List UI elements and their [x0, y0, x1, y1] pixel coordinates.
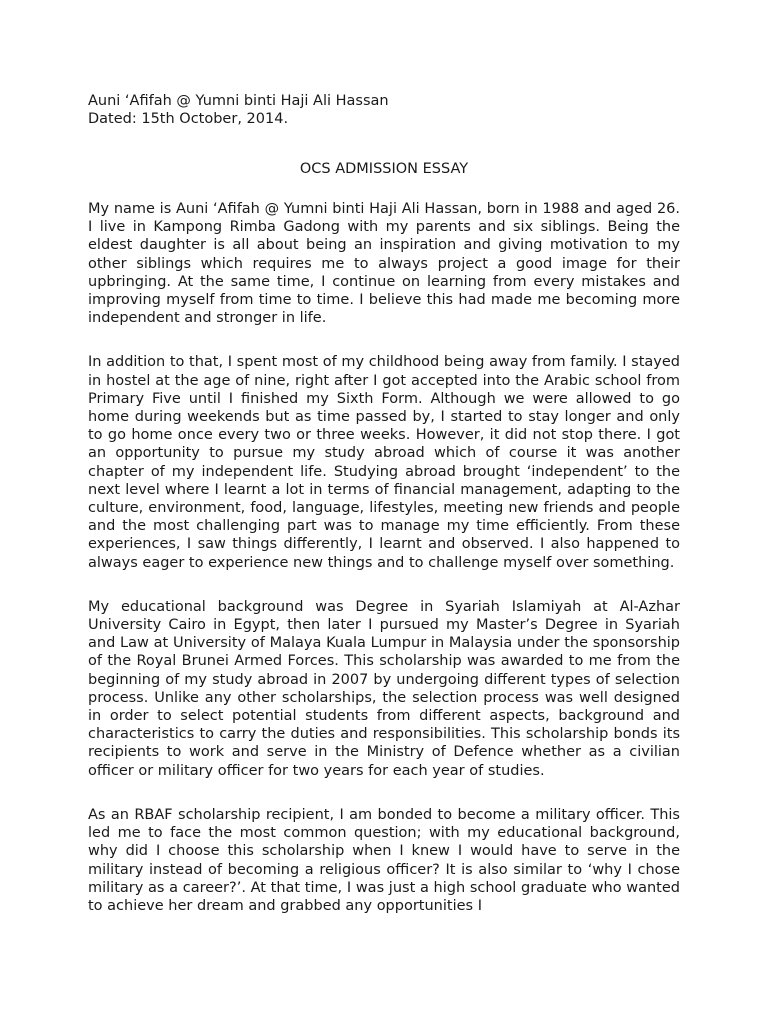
paragraph-1: My name is Auni ‘Afifah @ Yumni binti Haji Ali Hassan, born in 1988 and aged 26. I live in Kampong Rimba Gadong with my parents and six siblings. Being the eldest daughter is all about being an inspiration and giving motivation to my other siblings which requires me to always project a good image for their upbringing. At the same time, I continue on learning from every mistakes and improving myself from time to time. I believe this had made me becoming more independent and stronger in life. — [88, 201, 680, 327]
paragraph-3: My educational background was Degree in Syariah Islamiyah at Al-Azhar University Cairo in Egypt, then later I pursued my Master’s Degree in Syariah and Law at University of Malaya Kuala Lumpur in Malaysia under the sponsorship of the Royal Brunei Armed Forces. This scholarship was awarded to me from the beginning of my study abroad in 2007 by undergoing different types of selection process. Unlike any other scholarships, the selection process was well designed in order to select potential students from different aspects, background and characteristics to carry the duties and responsibilities. This scholarship bonds its recipients to work and serve in the Ministry of Defence whether as a civilian officer or military officer for two years for each year of studies. — [88, 598, 680, 779]
date-line: Dated: 15th October, 2014. — [88, 111, 289, 127]
paragraph-4: As an RBAF scholarship recipient, I am bonded to become a military officer. This led me to face the most common question; with my educational background, why did I choose this scholarship when I knew I would have to serve in the military instead of becoming a religious officer? It is also similar to ‘why I chose military as a career?’. At that time, I was just a high school graduate who wanted to achieve her dream and grabbed any opportunities I — [88, 806, 680, 914]
essay-title: OCS ADMISSION ESSAY — [299, 161, 469, 177]
author-line: Auni ‘Afifah @ Yumni binti Haji Ali Hassan — [88, 93, 389, 109]
paragraph-2: In addition to that, I spent most of my childhood being away from family. I stayed in hostel at the age of nine, right after I got accepted into the Arabic school from Primary Five until I finished my Sixth Form. Although we were allowed to go home during weekends but as time passed by, I started to stay longer and only to go home once every two or three weeks. However, it did not stop there. I got an opportunity to pursue my study abroad which of course it was another chapter of my independent life. Studying abroad brought ‘independent’ to the next level where I learnt a lot in terms of financial management, adapting to the culture, environment, food, language, lifestyles, meeting new friends and people and the most challenging part was to manage my time efficiently. From these experiences, I saw things differently, I learnt and observed. I also happened to always eager to experience new things and to challenge myself over something. — [88, 354, 680, 571]
